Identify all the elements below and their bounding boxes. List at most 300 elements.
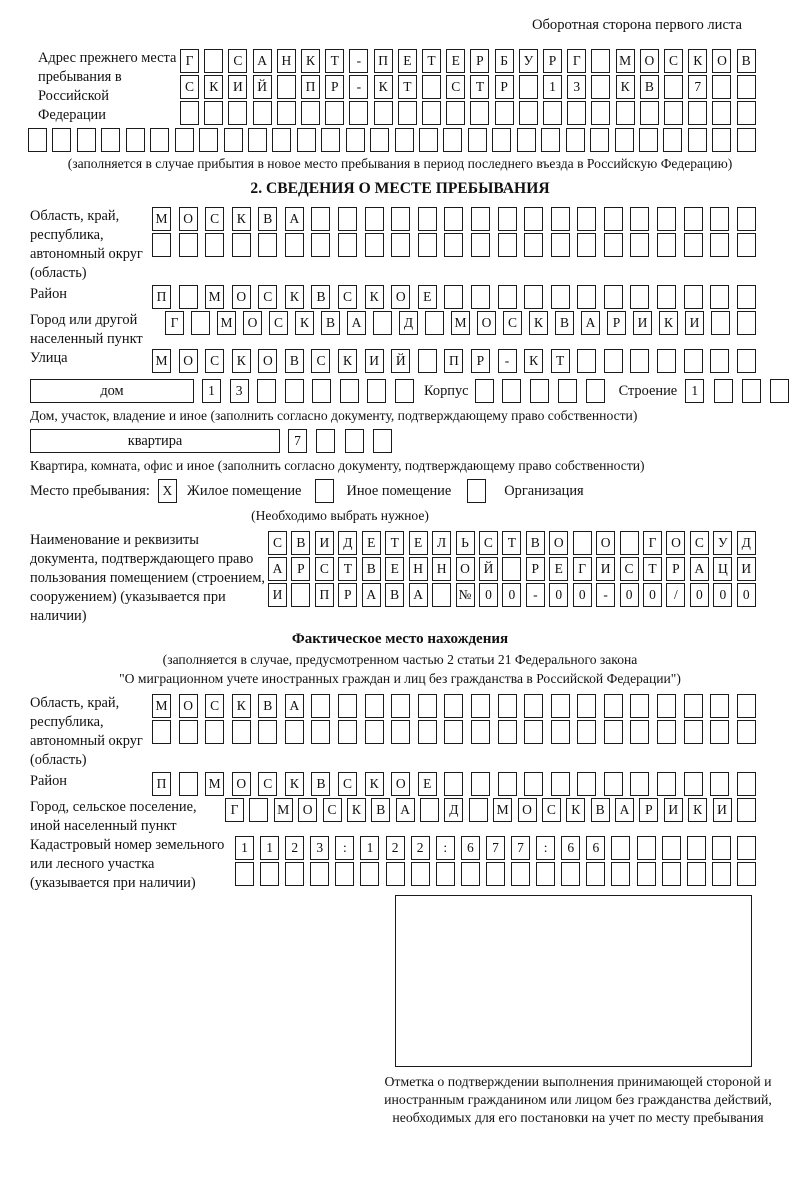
char-box[interactable]: М	[205, 285, 224, 309]
char-box[interactable]	[486, 862, 505, 886]
char-box[interactable]	[365, 720, 384, 744]
char-box[interactable]: И	[315, 531, 334, 555]
char-box[interactable]	[498, 694, 517, 718]
char-box[interactable]	[373, 429, 392, 453]
char-box[interactable]: Г	[573, 557, 592, 581]
char-box[interactable]: Т	[422, 49, 441, 73]
char-box[interactable]	[179, 772, 198, 796]
char-box[interactable]	[637, 862, 656, 886]
char-box[interactable]	[524, 285, 543, 309]
char-box[interactable]	[770, 379, 789, 403]
char-box[interactable]	[291, 583, 310, 607]
char-box[interactable]	[586, 862, 605, 886]
char-box[interactable]	[370, 128, 389, 152]
char-box[interactable]: К	[232, 207, 251, 231]
char-box[interactable]: 0	[713, 583, 732, 607]
char-box[interactable]: С	[228, 49, 247, 73]
char-box[interactable]	[248, 128, 267, 152]
char-box[interactable]: Б	[495, 49, 514, 73]
char-box[interactable]	[391, 720, 410, 744]
char-box[interactable]	[567, 101, 586, 125]
char-box[interactable]	[365, 233, 384, 257]
char-box[interactable]: М	[205, 772, 224, 796]
char-box[interactable]: Г	[643, 531, 662, 555]
char-box[interactable]	[616, 101, 635, 125]
char-box[interactable]: Е	[418, 285, 437, 309]
char-box[interactable]	[411, 862, 430, 886]
char-box[interactable]: С	[690, 531, 709, 555]
char-box[interactable]	[663, 128, 682, 152]
char-box[interactable]: О	[179, 694, 198, 718]
char-box[interactable]: М	[152, 207, 171, 231]
char-box[interactable]: -	[349, 75, 368, 99]
char-box[interactable]: Р	[470, 49, 489, 73]
char-box[interactable]: Г	[567, 49, 586, 73]
char-box[interactable]: И	[664, 798, 683, 822]
char-box[interactable]	[418, 233, 437, 257]
char-box[interactable]	[272, 128, 291, 152]
char-box[interactable]	[321, 128, 340, 152]
char-box[interactable]: С	[180, 75, 199, 99]
char-box[interactable]	[398, 101, 417, 125]
char-box[interactable]: Н	[432, 557, 451, 581]
char-box[interactable]: Р	[639, 798, 658, 822]
char-box[interactable]	[551, 772, 570, 796]
char-box[interactable]	[604, 694, 623, 718]
char-box[interactable]: О	[232, 285, 251, 309]
char-box[interactable]	[711, 311, 730, 335]
char-box[interactable]: К	[295, 311, 314, 335]
char-box[interactable]: И	[713, 798, 732, 822]
char-box[interactable]	[367, 379, 386, 403]
char-box[interactable]: -	[596, 583, 615, 607]
char-box[interactable]: Ц	[713, 557, 732, 581]
char-box[interactable]	[712, 75, 731, 99]
char-box[interactable]: О	[391, 285, 410, 309]
char-box[interactable]	[511, 862, 530, 886]
char-box[interactable]: Т	[338, 557, 357, 581]
char-box[interactable]: А	[690, 557, 709, 581]
char-box[interactable]: О	[518, 798, 537, 822]
char-box[interactable]	[657, 349, 676, 373]
char-box[interactable]: Е	[409, 531, 428, 555]
char-box[interactable]: 6	[586, 836, 605, 860]
char-box[interactable]	[591, 75, 610, 99]
char-box[interactable]	[684, 285, 703, 309]
char-box[interactable]	[443, 128, 462, 152]
char-box[interactable]: Р	[338, 583, 357, 607]
char-box[interactable]: 3	[230, 379, 249, 403]
char-box[interactable]	[577, 772, 596, 796]
char-box[interactable]	[277, 101, 296, 125]
char-box[interactable]	[657, 207, 676, 231]
char-box[interactable]	[471, 772, 490, 796]
char-box[interactable]	[191, 311, 210, 335]
char-box[interactable]	[179, 720, 198, 744]
char-box[interactable]	[346, 128, 365, 152]
char-box[interactable]: П	[444, 349, 463, 373]
char-box[interactable]: С	[479, 531, 498, 555]
char-box[interactable]: М	[451, 311, 470, 335]
char-box[interactable]: 2	[386, 836, 405, 860]
char-box[interactable]: М	[274, 798, 293, 822]
char-box[interactable]	[604, 349, 623, 373]
char-box[interactable]	[710, 720, 729, 744]
char-box[interactable]	[345, 429, 364, 453]
char-box[interactable]: И	[737, 557, 756, 581]
char-box[interactable]	[418, 207, 437, 231]
char-box[interactable]: П	[315, 583, 334, 607]
char-box[interactable]	[444, 233, 463, 257]
char-box[interactable]: А	[347, 311, 366, 335]
char-box[interactable]	[310, 862, 329, 886]
char-box[interactable]	[312, 379, 331, 403]
char-box[interactable]: О	[179, 349, 198, 373]
char-box[interactable]	[684, 772, 703, 796]
char-box[interactable]	[737, 772, 756, 796]
char-box[interactable]	[577, 694, 596, 718]
char-box[interactable]: Д	[444, 798, 463, 822]
char-box[interactable]	[349, 101, 368, 125]
char-box[interactable]: П	[301, 75, 320, 99]
char-box[interactable]	[541, 128, 560, 152]
char-box[interactable]	[232, 233, 251, 257]
char-box[interactable]	[737, 836, 756, 860]
char-box[interactable]	[365, 207, 384, 231]
char-box[interactable]	[737, 720, 756, 744]
char-box[interactable]: Е	[418, 772, 437, 796]
char-box[interactable]	[422, 101, 441, 125]
char-box[interactable]: С	[503, 311, 522, 335]
char-box[interactable]	[232, 720, 251, 744]
char-box[interactable]	[235, 862, 254, 886]
char-box[interactable]	[315, 479, 334, 503]
char-box[interactable]	[604, 285, 623, 309]
char-box[interactable]: С	[205, 349, 224, 373]
char-box[interactable]: О	[712, 49, 731, 73]
char-box[interactable]	[444, 694, 463, 718]
char-box[interactable]	[444, 720, 463, 744]
char-box[interactable]: Т	[385, 531, 404, 555]
char-box[interactable]	[311, 720, 330, 744]
char-box[interactable]	[436, 862, 455, 886]
char-box[interactable]: К	[285, 772, 304, 796]
char-box[interactable]: 0	[620, 583, 639, 607]
char-box[interactable]: А	[285, 207, 304, 231]
char-box[interactable]	[386, 862, 405, 886]
char-box[interactable]: А	[396, 798, 415, 822]
char-box[interactable]: О	[232, 772, 251, 796]
char-box[interactable]	[228, 101, 247, 125]
char-box[interactable]	[498, 772, 517, 796]
char-box[interactable]	[577, 233, 596, 257]
char-box[interactable]	[551, 694, 570, 718]
char-box[interactable]	[395, 128, 414, 152]
char-box[interactable]	[640, 101, 659, 125]
char-box[interactable]	[684, 694, 703, 718]
char-box[interactable]: X	[158, 479, 177, 503]
char-box[interactable]: С	[268, 531, 287, 555]
char-box[interactable]	[285, 862, 304, 886]
char-box[interactable]: А	[285, 694, 304, 718]
char-box[interactable]	[737, 101, 756, 125]
char-box[interactable]: Н	[409, 557, 428, 581]
char-box[interactable]	[152, 720, 171, 744]
char-box[interactable]	[391, 233, 410, 257]
char-box[interactable]	[498, 285, 517, 309]
char-box[interactable]: К	[204, 75, 223, 99]
char-box[interactable]	[395, 379, 414, 403]
char-box[interactable]: В	[311, 772, 330, 796]
char-box[interactable]: Р	[607, 311, 626, 335]
char-box[interactable]	[710, 285, 729, 309]
char-box[interactable]	[338, 233, 357, 257]
char-box[interactable]	[444, 207, 463, 231]
char-box[interactable]	[311, 694, 330, 718]
char-box[interactable]	[502, 379, 521, 403]
char-box[interactable]: К	[524, 349, 543, 373]
char-box[interactable]: М	[616, 49, 635, 73]
char-box[interactable]	[498, 207, 517, 231]
char-box[interactable]: К	[659, 311, 678, 335]
char-box[interactable]	[471, 233, 490, 257]
char-box[interactable]	[199, 128, 218, 152]
char-box[interactable]	[687, 862, 706, 886]
char-box[interactable]: 3	[310, 836, 329, 860]
char-box[interactable]	[468, 128, 487, 152]
char-box[interactable]	[285, 379, 304, 403]
char-box[interactable]	[524, 772, 543, 796]
char-box[interactable]	[152, 233, 171, 257]
char-box[interactable]: 6	[461, 836, 480, 860]
char-box[interactable]: К	[688, 49, 707, 73]
char-box[interactable]: С	[542, 798, 561, 822]
char-box[interactable]: Д	[737, 531, 756, 555]
char-box[interactable]: В	[258, 207, 277, 231]
char-box[interactable]	[205, 233, 224, 257]
char-box[interactable]: Т	[398, 75, 417, 99]
char-box[interactable]: О	[666, 531, 685, 555]
char-box[interactable]: К	[374, 75, 393, 99]
char-box[interactable]: Е	[362, 531, 381, 555]
char-box[interactable]: О	[391, 772, 410, 796]
char-box[interactable]: Р	[526, 557, 545, 581]
char-box[interactable]	[391, 207, 410, 231]
char-box[interactable]	[338, 720, 357, 744]
char-box[interactable]	[374, 101, 393, 125]
char-box[interactable]: 0	[643, 583, 662, 607]
char-box[interactable]	[471, 207, 490, 231]
char-box[interactable]: Е	[549, 557, 568, 581]
char-box[interactable]	[737, 798, 756, 822]
char-box[interactable]: Н	[277, 49, 296, 73]
char-box[interactable]: :	[335, 836, 354, 860]
char-box[interactable]: 1	[260, 836, 279, 860]
char-box[interactable]: 0	[502, 583, 521, 607]
char-box[interactable]: Т	[325, 49, 344, 73]
char-box[interactable]: В	[555, 311, 574, 335]
char-box[interactable]: Д	[399, 311, 418, 335]
char-box[interactable]	[630, 285, 649, 309]
char-box[interactable]: С	[258, 285, 277, 309]
char-box[interactable]	[461, 862, 480, 886]
char-box[interactable]: П	[152, 285, 171, 309]
char-box[interactable]	[471, 694, 490, 718]
char-box[interactable]	[737, 233, 756, 257]
char-box[interactable]	[737, 207, 756, 231]
char-box[interactable]	[524, 720, 543, 744]
char-box[interactable]	[737, 694, 756, 718]
char-box[interactable]: С	[315, 557, 334, 581]
char-box[interactable]	[467, 479, 486, 503]
char-box[interactable]	[418, 694, 437, 718]
char-box[interactable]	[325, 101, 344, 125]
char-box[interactable]	[543, 101, 562, 125]
char-box[interactable]	[179, 285, 198, 309]
char-box[interactable]	[253, 101, 272, 125]
char-box[interactable]: А	[362, 583, 381, 607]
char-box[interactable]	[28, 128, 47, 152]
char-box[interactable]	[712, 101, 731, 125]
char-box[interactable]	[630, 349, 649, 373]
char-box[interactable]: М	[493, 798, 512, 822]
char-box[interactable]: О	[477, 311, 496, 335]
char-box[interactable]	[710, 349, 729, 373]
char-box[interactable]: Р	[495, 75, 514, 99]
char-box[interactable]: 1	[543, 75, 562, 99]
char-box[interactable]: М	[152, 349, 171, 373]
char-box[interactable]: А	[253, 49, 272, 73]
char-box[interactable]	[277, 75, 296, 99]
char-box[interactable]	[126, 128, 145, 152]
char-box[interactable]: 1	[360, 836, 379, 860]
char-box[interactable]	[260, 862, 279, 886]
char-box[interactable]	[495, 101, 514, 125]
char-box[interactable]	[573, 531, 592, 555]
char-box[interactable]: Т	[502, 531, 521, 555]
char-box[interactable]	[502, 557, 521, 581]
char-box[interactable]	[391, 694, 410, 718]
char-box[interactable]: Л	[432, 531, 451, 555]
char-box[interactable]	[373, 311, 392, 335]
char-box[interactable]: М	[217, 311, 236, 335]
char-box[interactable]: О	[298, 798, 317, 822]
char-box[interactable]	[335, 862, 354, 886]
char-box[interactable]	[340, 379, 359, 403]
char-box[interactable]	[338, 207, 357, 231]
char-box[interactable]: Ь	[456, 531, 475, 555]
char-box[interactable]	[419, 128, 438, 152]
char-box[interactable]	[530, 379, 549, 403]
char-box[interactable]	[604, 233, 623, 257]
char-box[interactable]	[311, 207, 330, 231]
char-box[interactable]: 7	[688, 75, 707, 99]
char-box[interactable]: К	[347, 798, 366, 822]
char-box[interactable]: О	[456, 557, 475, 581]
char-box[interactable]	[684, 207, 703, 231]
char-box[interactable]: С	[664, 49, 683, 73]
char-box[interactable]	[662, 862, 681, 886]
char-box[interactable]: К	[566, 798, 585, 822]
char-box[interactable]	[662, 836, 681, 860]
char-box[interactable]	[285, 720, 304, 744]
char-box[interactable]	[360, 862, 379, 886]
char-box[interactable]	[224, 128, 243, 152]
char-box[interactable]	[420, 798, 439, 822]
char-box[interactable]: 7	[486, 836, 505, 860]
char-box[interactable]	[418, 349, 437, 373]
char-box[interactable]: В	[591, 798, 610, 822]
char-box[interactable]: Е	[446, 49, 465, 73]
char-box[interactable]	[524, 207, 543, 231]
char-box[interactable]: С	[258, 772, 277, 796]
char-box[interactable]: В	[737, 49, 756, 73]
char-box[interactable]: К	[529, 311, 548, 335]
char-box[interactable]: К	[285, 285, 304, 309]
char-box[interactable]	[687, 836, 706, 860]
char-box[interactable]	[742, 379, 761, 403]
char-box[interactable]: Т	[551, 349, 570, 373]
char-box[interactable]: Т	[643, 557, 662, 581]
char-box[interactable]	[469, 798, 488, 822]
char-box[interactable]	[586, 379, 605, 403]
char-box[interactable]	[591, 101, 610, 125]
char-box[interactable]	[498, 720, 517, 744]
char-box[interactable]: О	[549, 531, 568, 555]
char-box[interactable]: В	[371, 798, 390, 822]
char-box[interactable]	[365, 694, 384, 718]
char-box[interactable]	[664, 75, 683, 99]
char-box[interactable]	[338, 694, 357, 718]
char-box[interactable]	[566, 128, 585, 152]
char-box[interactable]: К	[338, 349, 357, 373]
char-box[interactable]	[591, 49, 610, 73]
char-box[interactable]: :	[436, 836, 455, 860]
char-box[interactable]: И	[268, 583, 287, 607]
char-box[interactable]	[577, 207, 596, 231]
char-box[interactable]: Г	[225, 798, 244, 822]
char-box[interactable]	[684, 349, 703, 373]
char-box[interactable]	[577, 349, 596, 373]
char-box[interactable]: Р	[325, 75, 344, 99]
char-box[interactable]: Р	[666, 557, 685, 581]
char-box[interactable]	[101, 128, 120, 152]
char-box[interactable]	[664, 101, 683, 125]
char-box[interactable]: К	[232, 349, 251, 373]
char-box[interactable]	[444, 285, 463, 309]
char-box[interactable]	[604, 772, 623, 796]
char-box[interactable]	[551, 207, 570, 231]
char-box[interactable]: О	[596, 531, 615, 555]
char-box[interactable]	[471, 720, 490, 744]
char-box[interactable]	[249, 798, 268, 822]
char-box[interactable]	[316, 429, 335, 453]
char-box[interactable]	[498, 233, 517, 257]
char-box[interactable]	[425, 311, 444, 335]
char-box[interactable]	[52, 128, 71, 152]
char-box[interactable]	[657, 233, 676, 257]
char-box[interactable]: С	[446, 75, 465, 99]
char-box[interactable]	[712, 862, 731, 886]
char-box[interactable]	[639, 128, 658, 152]
char-box[interactable]: 7	[511, 836, 530, 860]
char-box[interactable]: -	[526, 583, 545, 607]
char-box[interactable]: С	[269, 311, 288, 335]
char-box[interactable]	[519, 101, 538, 125]
char-box[interactable]: К	[301, 49, 320, 73]
char-box[interactable]	[657, 694, 676, 718]
char-box[interactable]: С	[620, 557, 639, 581]
